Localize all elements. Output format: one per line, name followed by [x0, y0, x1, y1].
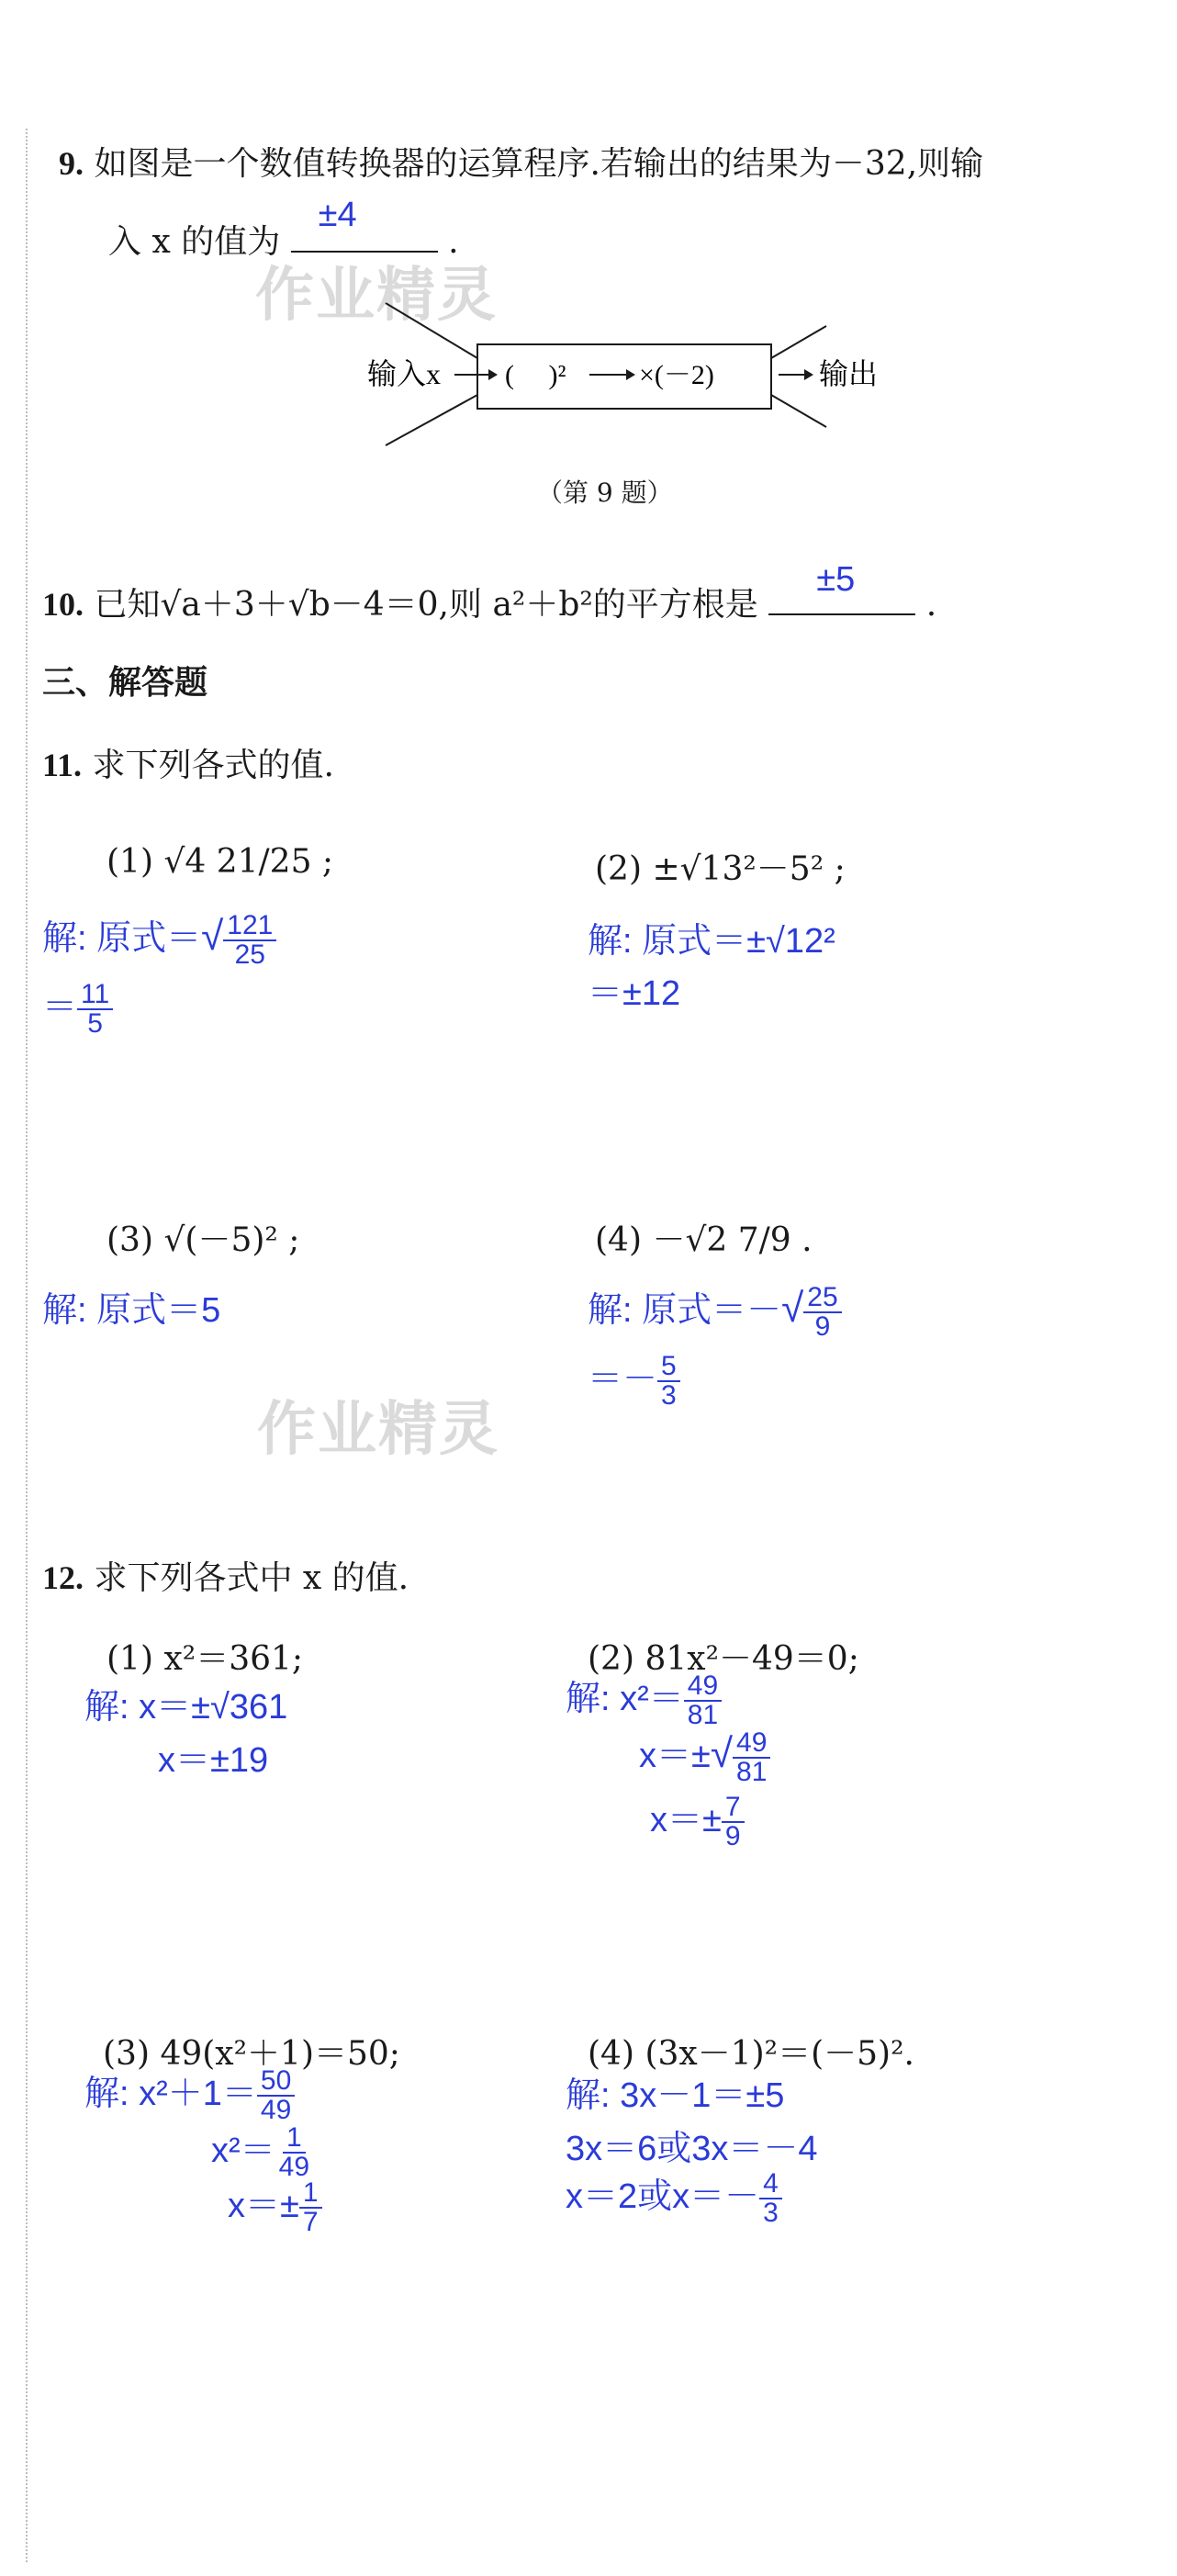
q10-line — [42, 560, 937, 625]
q9-answer-blank — [291, 196, 438, 253]
q9-diagram — [349, 276, 918, 459]
frac-den: 9 — [814, 1310, 831, 1342]
q11-p4-expr: －√2 7/9 . — [652, 1221, 813, 1259]
sqrt-icon: √ — [710, 1731, 734, 1776]
q12-p2-sol2-frac — [733, 1729, 770, 1786]
section3-title: 三、解答题 — [42, 664, 208, 702]
q11-p4-solution — [588, 1281, 842, 1341]
q10-suffix: . — [925, 586, 937, 624]
q12-p3-sol2-prefix: x²＝ — [211, 2132, 275, 2170]
diagram-line-top-left — [386, 303, 477, 358]
diagram-arrowhead-mid — [626, 369, 635, 380]
q12-p1-label: (1) — [106, 1640, 153, 1678]
left-margin-rule — [26, 129, 28, 2562]
q11-p4-step2-frac — [657, 1350, 680, 1411]
q12-p2-sol1-frac — [684, 1672, 722, 1729]
diagram-line-top-right — [771, 326, 826, 358]
diagram-arrowhead-in — [488, 369, 498, 380]
frac-num: 49 — [733, 1729, 770, 1759]
q12-p3-expr: 49(x²＋1)＝50; — [160, 2035, 400, 2073]
q11-title: 求下列各式的值. — [92, 747, 334, 784]
q12-p4-label: (4) — [588, 2035, 634, 2073]
frac-num: 7 — [722, 1794, 745, 1823]
q12-p4-sol3 — [566, 2167, 782, 2227]
q11-p1-problem — [106, 843, 333, 881]
diagram-arrowhead-out — [804, 369, 813, 380]
diagram-step2: ×(－2) — [639, 360, 714, 390]
frac-num: 1 — [283, 2124, 306, 2154]
q12-p1-sol2: x＝±19 — [158, 1741, 269, 1780]
frac-num: 121 — [223, 912, 276, 941]
diagram-step1: ( )² — [505, 360, 566, 390]
q9-suffix: . — [448, 223, 459, 261]
q12-p3-sol2-frac — [275, 2121, 313, 2182]
q12-p2-expr: 81x²－49＝0; — [645, 1640, 859, 1678]
q11-p1-sol-prefix: 解: 原式＝ — [42, 919, 202, 958]
watermark-top: 作业精灵 — [255, 262, 498, 330]
q11-number: 11. — [42, 747, 83, 783]
q12-p2-sol1-prefix: 解: x²＝ — [566, 1680, 684, 1718]
q11-p3-problem — [106, 1214, 299, 1261]
q11-p2-sol2: ＝±12 — [588, 974, 681, 1013]
q11-p1-step2 — [42, 978, 113, 1038]
q12-p2-sol3-frac — [722, 1791, 745, 1851]
q11-p2-sol1: 解: 原式＝±√12² — [588, 922, 835, 961]
frac-num: 1 — [299, 2179, 322, 2209]
frac-num: 49 — [684, 1672, 722, 1702]
q12-p3-sol1-prefix: 解: x²＋1＝ — [84, 2075, 257, 2113]
q12-p2-sol3-prefix: x＝± — [650, 1801, 722, 1839]
sqrt-icon: √ — [201, 914, 224, 959]
frac-num: 50 — [257, 2067, 295, 2097]
frac-den: 49 — [278, 2151, 310, 2182]
q9-line1 — [59, 138, 983, 185]
q12-p3-sol1 — [84, 2064, 295, 2124]
frac-num: 5 — [657, 1353, 680, 1382]
q11-p1-sol-frac — [223, 909, 276, 970]
q9-text-line1: 如图是一个数值转换器的运算程序.若输出的结果为－32,则输 — [94, 145, 984, 183]
frac-den: 5 — [87, 1007, 103, 1039]
q11-p2-expr: ±√13²－5² ; — [652, 850, 846, 888]
q11-p2-problem — [595, 843, 846, 890]
q10-answer: ±5 — [816, 560, 856, 599]
diagram-input-label: 输入x — [367, 357, 442, 390]
frac-num: 25 — [803, 1284, 841, 1313]
q12-header — [42, 1552, 409, 1599]
q11-p2-label: (2) — [595, 850, 642, 888]
q9-text-line2: 入 x 的值为 — [108, 223, 281, 261]
q11-p3-sol1: 解: 原式＝5 — [42, 1291, 221, 1330]
q10-text: 已知√a＋3＋√b－4＝0,则 a²＋b²的平方根是 — [94, 586, 758, 624]
q12-p3-sol1-frac — [257, 2064, 295, 2125]
q12-p1-problem — [106, 1633, 303, 1680]
q11-p4-problem — [595, 1214, 813, 1261]
diagram-line-bottom-left — [386, 395, 477, 445]
q11-p1-label: (1) — [106, 843, 153, 881]
q12-p2-sol2 — [639, 1727, 770, 1786]
q12-p2-label: (2) — [588, 1640, 634, 1678]
watermark-middle: 作业精灵 — [257, 1396, 499, 1464]
frac-den: 25 — [234, 939, 265, 970]
diagram-output-label: 输出 — [819, 357, 879, 390]
q12-p4-expr: (3x－1)²＝(－5)². — [645, 2035, 914, 2073]
q12-p3-sol2 — [211, 2121, 313, 2181]
frac-den: 3 — [661, 1379, 677, 1411]
frac-den: 7 — [302, 2206, 319, 2237]
q12-p1-sol1: 解: x＝±√361 — [84, 1688, 288, 1727]
frac-num: 4 — [759, 2170, 782, 2199]
q12-p1-expr: x²＝361; — [163, 1640, 304, 1678]
q11-p1-solution — [42, 909, 276, 969]
q10-answer-blank — [768, 560, 915, 615]
q11-header — [42, 739, 334, 786]
q12-title: 求下列各式中 x 的值. — [94, 1559, 409, 1597]
q12-p3-sol3-frac — [299, 2179, 322, 2236]
frac-den: 81 — [736, 1756, 768, 1787]
q12-p4-sol2: 3x＝6或3x＝－4 — [566, 2130, 818, 2168]
q12-p2-sol3 — [650, 1791, 745, 1850]
frac-num: 11 — [77, 981, 113, 1010]
q9-answer: ±4 — [318, 196, 357, 234]
q11-p4-label: (4) — [595, 1221, 642, 1259]
frac-den: 81 — [687, 1699, 719, 1730]
q10-number: 10. — [42, 586, 84, 623]
frac-den: 3 — [763, 2197, 779, 2228]
q11-p1-step2-frac — [77, 978, 113, 1039]
q9-caption: （第 9 题） — [537, 478, 673, 508]
q12-number: 12. — [42, 1559, 84, 1596]
q11-p3-expr: √(－5)² ; — [163, 1221, 300, 1259]
q11-p4-sol-frac — [803, 1281, 841, 1342]
q12-p4-sol3-frac — [759, 2167, 782, 2228]
diagram-line-bottom-right — [771, 395, 826, 427]
frac-den: 9 — [724, 1820, 741, 1851]
sqrt-icon: √ — [781, 1286, 804, 1331]
q11-p4-sol-prefix: 解: 原式＝－ — [588, 1291, 782, 1330]
q12-p3-sol3-prefix: x＝± — [228, 2187, 299, 2225]
q11-p3-label: (3) — [106, 1221, 153, 1259]
q11-p1-expr: √4 21/25 ; — [163, 843, 334, 881]
q12-p3-label: (3) — [103, 2035, 150, 2073]
q11-p4-step2 — [588, 1350, 680, 1410]
q12-p3-sol3 — [228, 2177, 322, 2236]
q12-p4-sol1: 解: 3x－1＝±5 — [566, 2076, 785, 2115]
q9-number: 9. — [59, 145, 84, 182]
q12-p2-sol2-prefix: x＝± — [639, 1737, 711, 1775]
q11-p1-step2-prefix: ＝ — [42, 988, 78, 1027]
frac-den: 49 — [260, 2094, 292, 2125]
q12-p2-sol1 — [566, 1670, 722, 1729]
q12-p4-sol3-prefix: x＝2或x＝－ — [566, 2177, 760, 2216]
q11-p4-step2-prefix: ＝－ — [588, 1360, 658, 1399]
